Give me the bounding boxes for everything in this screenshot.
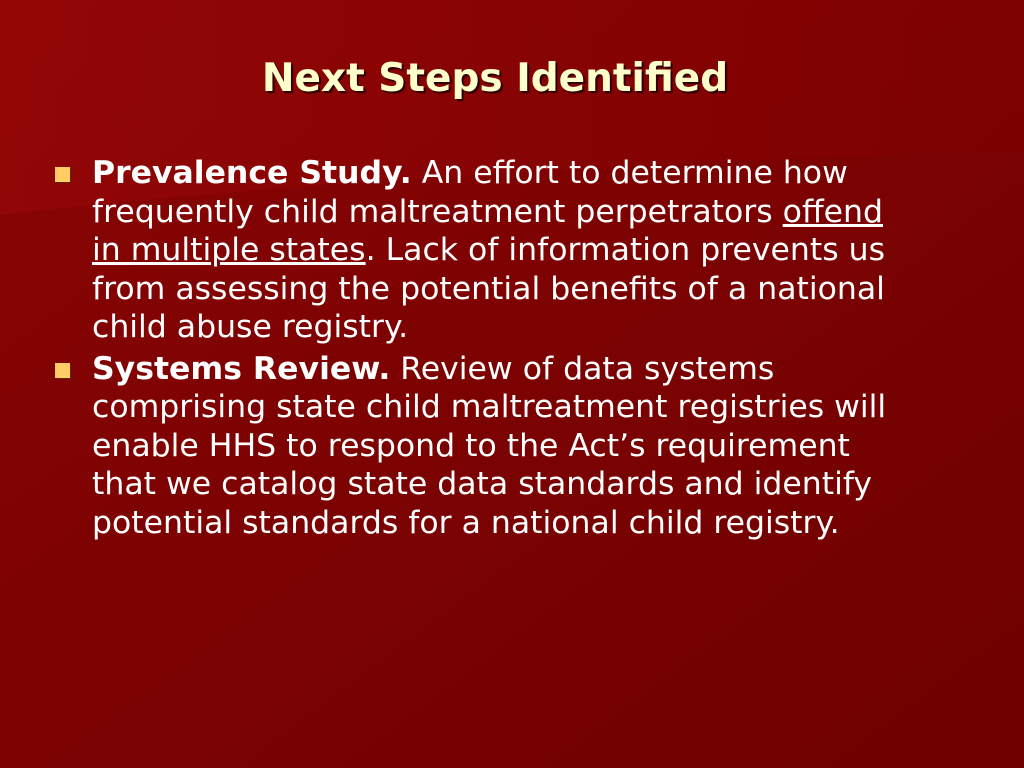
- bullet-lead: Systems Review.: [92, 350, 391, 387]
- square-bullet-icon: [55, 363, 70, 378]
- bullet-text: . Lack of information prevents us from assessing the potential benefits of a national child abuse registry.: [92, 232, 886, 345]
- square-bullet-icon: [55, 167, 70, 182]
- underlined-phrase: offend in multiple states: [92, 193, 883, 268]
- bullet-prevalence-study: [52, 154, 912, 347]
- bullet-text: Review of data systems comprising state child maltreatment registries will enable HHS to respond to the Act’s requirement that we catalog state data standards and identify potential standards for a national child registry.: [92, 350, 887, 541]
- bullet-systems-review: [52, 350, 912, 543]
- bullet-text: An effort to determine how frequently child maltreatment perpetrators: [92, 155, 848, 230]
- bullet-list: [52, 154, 912, 545]
- slide-title: Next Steps Identified: [261, 56, 729, 101]
- bullet-lead: Prevalence Study.: [92, 155, 412, 191]
